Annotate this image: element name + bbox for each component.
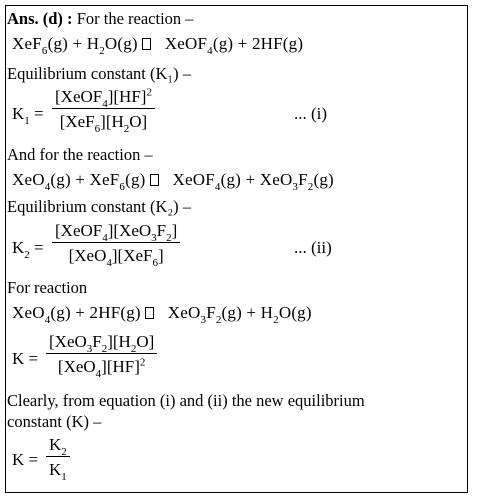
k-ratio-fraction: $K_2$ $K_1$ [46,434,70,480]
k1-heading: Equilibrium constant (K₁) – [7,64,192,83]
k-symbol: K = [12,349,39,368]
answer-intro: For the reaction – [76,9,194,28]
k-ratio-symbol: K = [12,450,39,469]
equation-tag-ii: ... (ii) [294,238,332,257]
k1-symbol: $K_1$ = [12,104,44,128]
and-for-reaction: And for the reaction – [7,145,153,164]
k2-heading: Equilibrium constant (K₂) – [7,197,192,216]
conclusion-line-1: Clearly, from equation (i) and (ii) the new equilibrium [7,391,365,410]
k2-symbol: $K_2$ = [12,238,44,262]
equilibrium-arrow-icon [142,38,151,50]
k1-fraction: [XeOF$_4$][HF]$^2$ $[XeF_6][H_2O]$ [52,86,155,132]
equation-tag-i: ... (i) [294,104,328,123]
reaction-1: $XeF_6(g) + H_2O(g)$ XeOF$_4$(g) + 2HF(g) [12,34,304,58]
k-fraction: $[XeO_3F_2][H_2O]$ [XeO$_4$][HF]$^2$ [46,331,157,377]
for-reaction: For reaction [7,278,88,297]
equilibrium-arrow-icon [145,307,154,319]
reaction-3: XeO$_4$(g) + 2HF(g) $XeO_3F_2(g) + H_2O(g)$ [12,303,312,327]
conclusion-line-2: constant (K) – [7,412,102,431]
equilibrium-arrow-icon [150,174,159,186]
answer-heading [7,9,194,29]
answer-label: Ans. (d) : [7,9,73,28]
reaction-2: XeO$_4$(g) + XeF$_6$(g) XeOF$_4$(g) + $XeO_3F_2(g)$ [12,170,334,194]
k2-fraction: $[XeOF_4][XeO_3F_2]$ [XeO$_4$][XeF$_6$] [52,220,180,266]
